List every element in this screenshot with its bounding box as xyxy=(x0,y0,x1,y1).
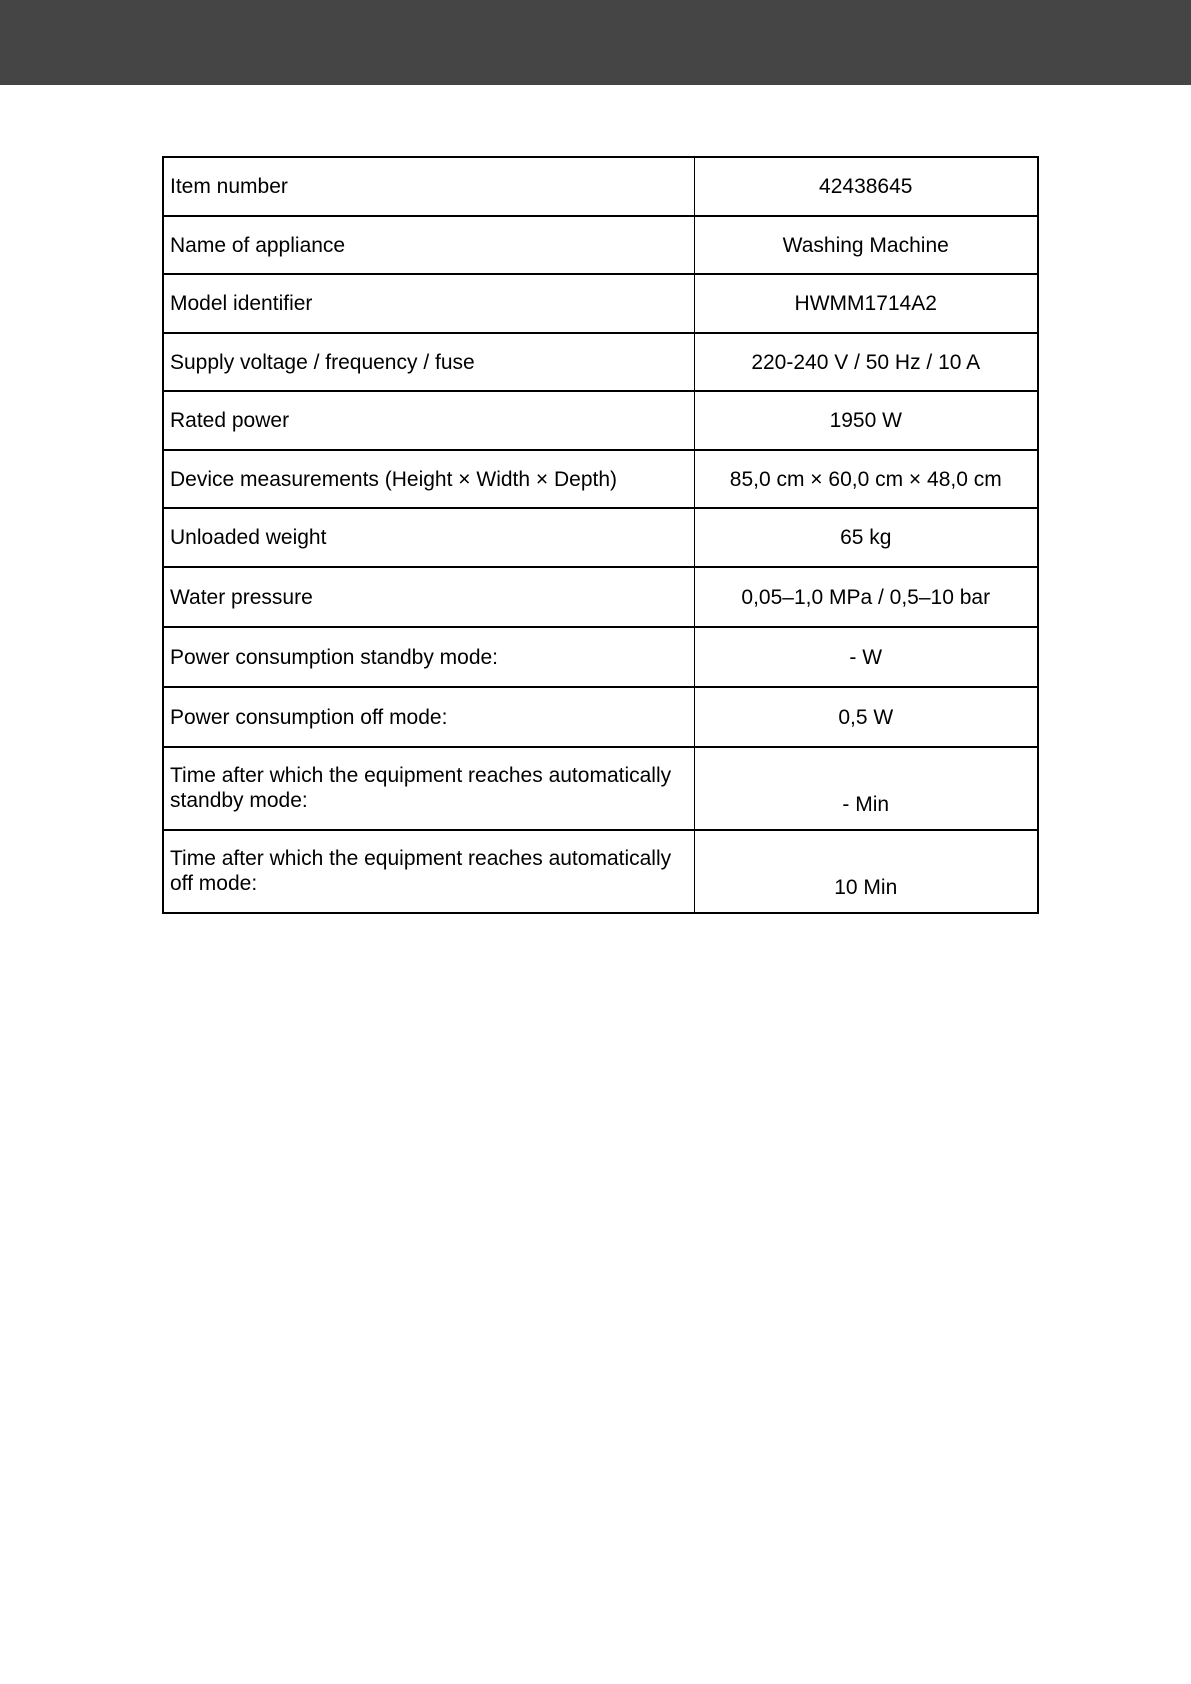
row-label-name-of-appliance: Name of appliance xyxy=(163,216,694,274)
row-value-device-measurements: 85,0 cm × 60,0 cm × 48,0 cm xyxy=(694,450,1038,508)
row-label-rated-power: Rated power xyxy=(163,391,694,450)
row-value-time-to-standby: - Min xyxy=(694,747,1038,830)
table-row xyxy=(163,333,1038,391)
row-value-name-of-appliance: Washing Machine xyxy=(694,216,1038,274)
table-row xyxy=(163,157,1038,216)
table-row xyxy=(163,627,1038,687)
row-value-water-pressure: 0,05–1,0 MPa / 0,5–10 bar xyxy=(694,567,1038,627)
row-value-supply-voltage: 220-240 V / 50 Hz / 10 A xyxy=(694,333,1038,391)
row-label-time-to-off: Time after which the equipment reaches automatically off mode: xyxy=(163,830,694,913)
row-value-item-number: 42438645 xyxy=(694,157,1038,216)
row-label-unloaded-weight: Unloaded weight xyxy=(163,508,694,567)
row-label-supply-voltage: Supply voltage / frequency / fuse xyxy=(163,333,694,391)
table-row xyxy=(163,508,1038,567)
row-label-device-measurements: Device measurements (Height × Width × Depth) xyxy=(163,450,694,508)
table-row xyxy=(163,450,1038,508)
table-row xyxy=(163,687,1038,747)
table-row xyxy=(163,747,1038,830)
table-row xyxy=(163,274,1038,333)
row-value-power-off: 0,5 W xyxy=(694,687,1038,747)
header-bar xyxy=(0,0,1191,85)
row-value-rated-power: 1950 W xyxy=(694,391,1038,450)
row-label-model-identifier: Model identifier xyxy=(163,274,694,333)
table-row xyxy=(163,830,1038,913)
table-row xyxy=(163,216,1038,274)
row-value-power-standby: - W xyxy=(694,627,1038,687)
row-label-power-standby: Power consumption standby mode: xyxy=(163,627,694,687)
row-label-item-number: Item number xyxy=(163,157,694,216)
row-value-model-identifier: HWMM1714A2 xyxy=(694,274,1038,333)
table-row xyxy=(163,391,1038,450)
row-label-water-pressure: Water pressure xyxy=(163,567,694,627)
row-label-time-to-standby: Time after which the equipment reaches automatically standby mode: xyxy=(163,747,694,830)
row-value-unloaded-weight: 65 kg xyxy=(694,508,1038,567)
table-row xyxy=(163,567,1038,627)
technical-data-table xyxy=(162,156,1039,914)
row-label-power-off: Power consumption off mode: xyxy=(163,687,694,747)
row-value-time-to-off: 10 Min xyxy=(694,830,1038,913)
